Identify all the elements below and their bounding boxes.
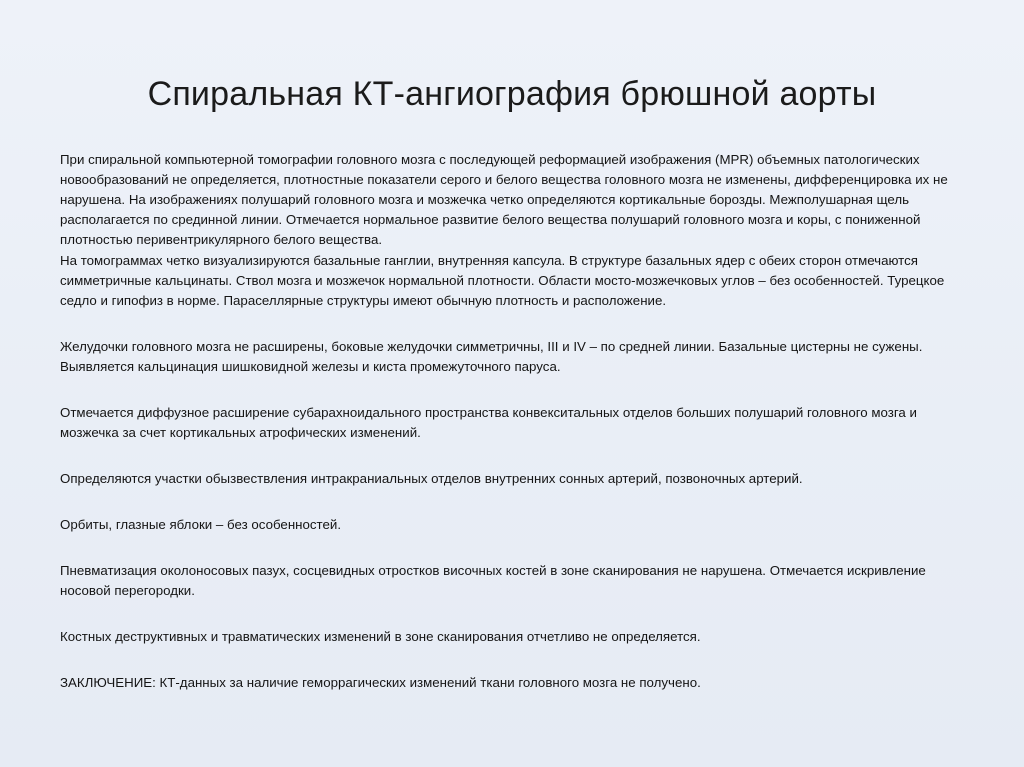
paragraph-ventricles: Желудочки головного мозга не расширены, боковые желудочки симметричны, III и IV – по средней линии. Базальные цистерны не сужены. Выявляется кальцинация шишковидной железы и киста промежуточного паруса. — [60, 339, 923, 374]
paragraph-sinuses: Пневматизация околоносовых пазух, сосцевидных отростков височных костей в зоне сканирования не нарушена. Отмечается искривление носовой перегородки. — [60, 563, 926, 598]
paragraph-mri-findings: При спиральной компьютерной томографии головного мозга с последующей реформацией изображения (MPR) объемных патологических новообразований не определяется, плотностные показатели серого и белого вещества головного мозга не изменены, дифференцировка их не нарушена. На изображениях полушарий головного мозга и мозжечка четко определяются кортикальные борозды. Межполушарная щель располагается по срединной линии. Отмечается нормальное развитие белого вещества полушарий головного мозга и коры, с пониженной плотностью перивентрикулярного белого вещества. — [60, 152, 948, 247]
slide-title: Спиральная КТ-ангиография брюшной аорты — [147, 75, 877, 113]
paragraph-bones: Костных деструктивных и травматических изменений в зоне сканирования отчетливо не определяется. — [60, 629, 701, 644]
paragraph-orbits: Орбиты, глазные яблоки – без особенностей. — [60, 517, 342, 532]
slide-body — [60, 150, 960, 693]
paragraph-conclusion: ЗАКЛЮЧЕНИЕ: КТ-данных за наличие геморрагических изменений ткани головного мозга не получено. — [60, 675, 701, 690]
paragraph-subarachnoid: Отмечается диффузное расширение субарахноидального пространства конвекситальных отделов больших полушарий головного мозга и мозжечка за счет кортикальных атрофических изменений. — [60, 405, 917, 440]
paragraph-arteries: Определяются участки обызвествления интракраниальных отделов внутренних сонных артерий, позвоночных артерий. — [60, 471, 803, 486]
paragraph-basal-ganglia: На томограммах четко визуализируются базальные ганглии, внутренняя капсула. В структуре базальных ядер с обеих сторон отмечаются симметричные кальцинаты. Ствол мозга и мозжечок нормальной плотности. Области мосто-мозжечковых углов – без особенностей. Турецкое седло и гипофиз в норме. Параселлярные структуры имеют обычную плотность и расположение. — [60, 253, 945, 308]
